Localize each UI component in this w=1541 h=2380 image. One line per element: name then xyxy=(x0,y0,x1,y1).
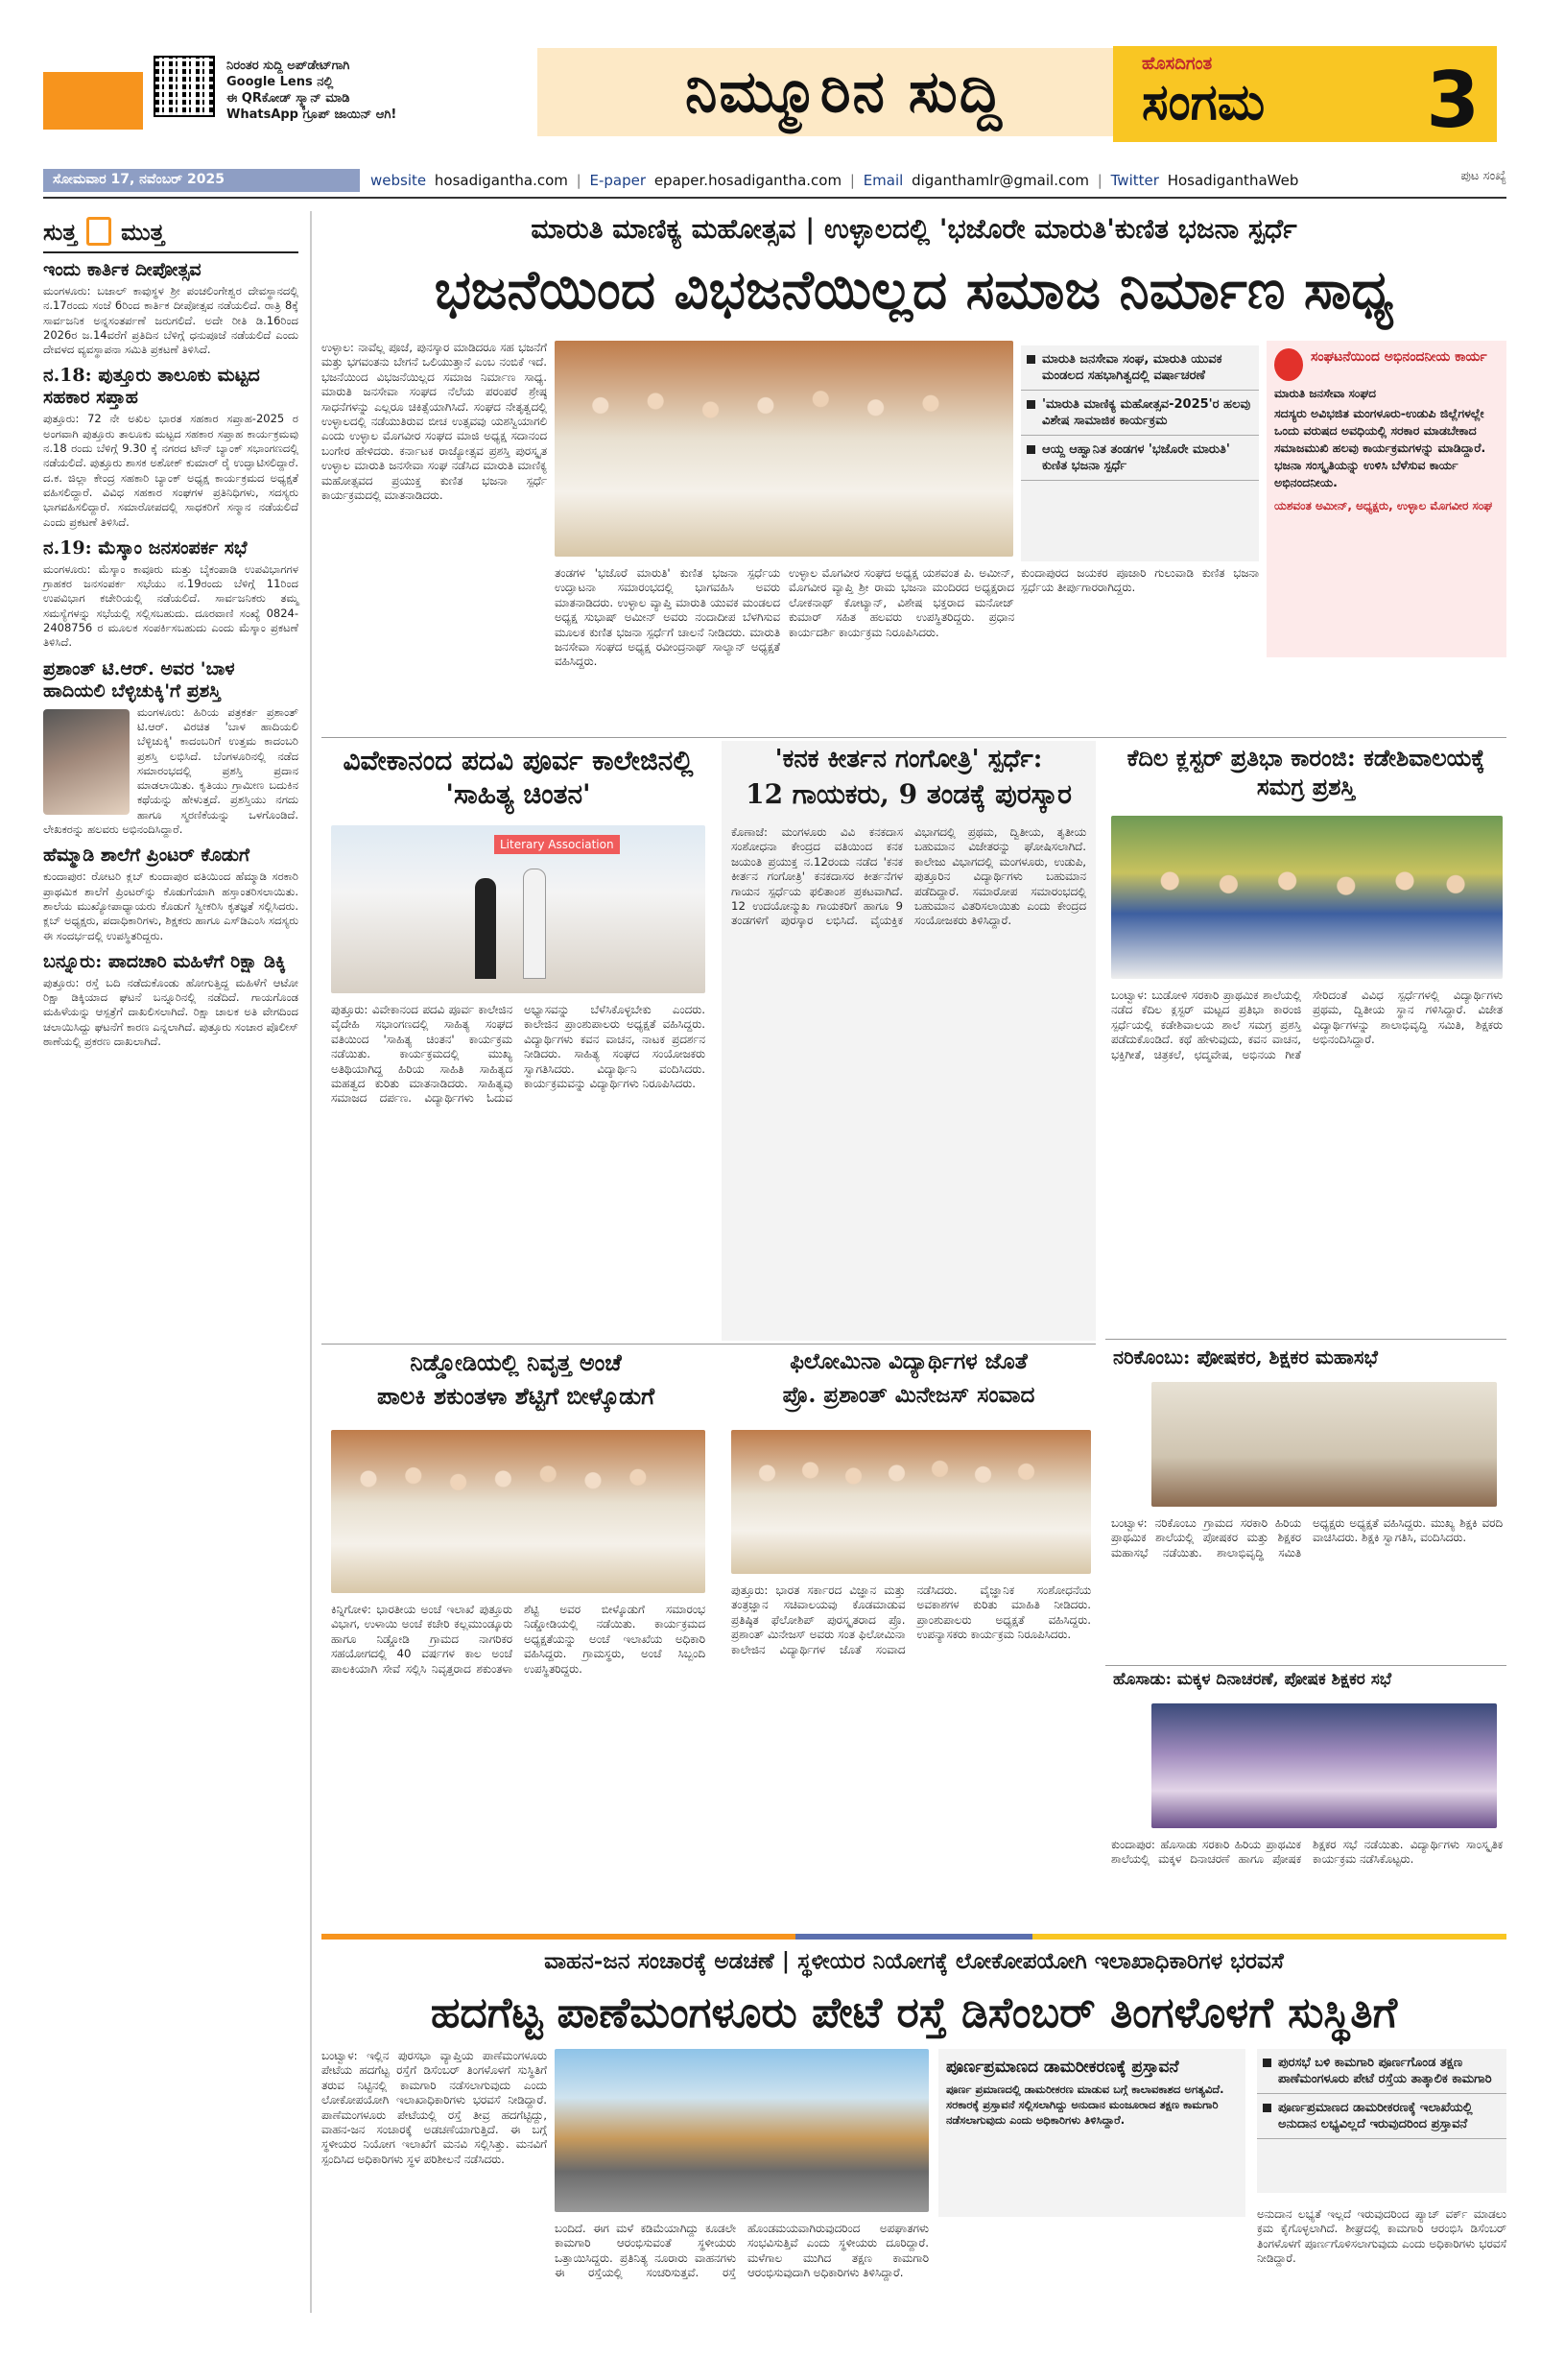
sidebar-item-body: ಕುಂದಾಪುರ: ರೋಟರಿ ಕ್ಲಬ್ ಕುಂದಾಪುರ ವತಿಯಿಂದ ಹೆಮ್ಮಾಡಿ ಸರಕಾರಿ ಪ್ರಾಥಮಿಕ ಶಾಲೆಗೆ ಪ್ರಿಂಟರ್‌ನ್ನು ಕೊಡುಗೆಯಾಗಿ ಹಸ್ತಾಂತರಿಸಲಾಯಿತು. ಶಾಲೆಯ ಮುಖ್ಯೋಪಾಧ್ಯಾಯರು ಕೊಡುಗೆ ಸ್ವೀಕರಿಸಿ ಕೃತಜ್ಞತೆ ಸಲ್ಲಿಸಿದರು. ಕ್ಲಬ್ ಅಧ್ಯಕ್ಷರು, ಪದಾಧಿಕಾರಿಗಳು, ಶಿಕ್ಷಕರು ಹಾಗೂ ಎಸ್‌ಡಿಎಂಸಿ ಸದಸ್ಯರು ಈ ಸಂದರ್ಭದಲ್ಲಿ ಉಪಸ್ಥಿತರಿದ್ದರು. xyxy=(43,869,298,942)
story4-title: ಕೆದಿಲ ಕ್ಲಸ್ಟರ್ ಪ್ರತಿಭಾ ಕಾರಂಜಿ: ಕಡೇಶಿವಾಲಯಕ್ಕೆ ಸಮಗ್ರ ಪ್ರಶಸ್ತಿ xyxy=(1126,744,1485,800)
quote-box-body: ಸದಸ್ಯರು ಅವಿಭಜಿತ ಮಂಗಳೂರು-ಉಡುಪಿ ಜಿಲ್ಲೆಗಳಲ್ಲೇ ಒಂದು ವರುಷದ ಅವಧಿಯಲ್ಲಿ ಸರಕಾರ ಮಾಡಬೇಕಾದ ಸಮಾಜಮುಖಿ ಹಲವು ಕಾರ್ಯಕ್ರಮಗಳನ್ನು ಮಾಡಿದ್ದಾರೆ. ಭಜನಾ ಸಂಸ್ಕೃತಿಯನ್ನು ಉಳಿಸಿ ಬೆಳೆಸುವ ಕಾರ್ಯ ಅಭಿನಂದನೀಯ. xyxy=(1274,406,1486,489)
divider-rule xyxy=(321,737,1506,738)
bullet-item: ಪುರಸಭೆ ಬಳಿ ಕಾಮಗಾರಿ ಪೂರ್ಣಗೊಂಡ ತಕ್ಷಣ ಪಾಣೆಮಂಗಳೂರು ಪೇಟೆ ರಸ್ತೆಯ ತಾತ್ಕಾಲಿಕ ಕಾಮಗಾರಿ xyxy=(1257,2049,1506,2094)
website-label: website xyxy=(370,172,427,189)
figure-silhouette xyxy=(475,878,496,979)
story7-title-2: ಪಾಲಕಿ ಶಕುಂತಳಾ ಶೆಟ್ಟಿಗೆ ಬೀಳ್ಕೊಡುಗೆ xyxy=(376,1382,655,1410)
promo-line: ನಿರಂತರ ಸುದ್ದಿ ಅಪ್‌ಡೇಟ್‌ಗಾಗಿ xyxy=(226,59,350,73)
story4-group-photo xyxy=(1111,816,1503,979)
sidebar-item xyxy=(43,658,298,838)
book-icon xyxy=(86,217,111,246)
divider: | xyxy=(1097,172,1102,189)
bottom-body-left: ಬಂಟ್ವಾಳ: ಇಲ್ಲಿನ ಪುರಸಭಾ ವ್ಯಾಪ್ತಿಯ ಪಾಣೆಮಂಗಳೂರು ಪೇಟೆಯ ಹದಗೆಟ್ಟ ರಸ್ತೆಗೆ ಡಿಸೆಂಬರ್ ತಿಂಗಳೊಳಗೆ ಸುಸ್ಥಿತಿಗೆ ತರುವ ನಿಟ್ಟಿನಲ್ಲಿ ಕಾಮಗಾರಿ ನಡೆಸಲಾಗುವುದು ಎಂದು ಲೋಕೋಪಯೋಗಿ ಇಲಾಖಾಧಿಕಾರಿಗಳು ಭರವಸೆ ನೀಡಿದ್ದಾರೆ. ಪಾಣೆಮಂಗಳೂರು ಪೇಟೆಯಲ್ಲಿ ರಸ್ತೆ ತೀವ್ರ ಹದಗೆಟ್ಟಿದ್ದು, ವಾಹನ-ಜನ ಸಂಚಾರಕ್ಕೆ ಅಡಚಣೆಯಾಗುತ್ತಿದೆ. ಈ ಬಗ್ಗೆ ಸ್ಥಳೀಯರ ನಿಯೋಗ ಇಲಾಖೆಗೆ ಮನವಿ ಸಲ್ಲಿಸಿತ್ತು. ಮನವಿಗೆ ಸ್ಪಂದಿಸಿದ ಅಧಿಕಾರಿಗಳು ಸ್ಥಳ ಪರಿಶೀಲನೆ ನಡೆಸಿದರು. xyxy=(321,2049,547,2166)
story2-body: ಪುತ್ತೂರು: ವಿವೇಕಾನಂದ ಪದವಿ ಪೂರ್ವ ಕಾಲೇಜಿನ ವೈದೇಹಿ ಸಭಾಂಗಣದಲ್ಲಿ ಸಾಹಿತ್ಯ ಸಂಘದ ವತಿಯಿಂದ 'ಸಾಹಿತ್ಯ ಚಿಂತನ' ಕಾರ್ಯಕ್ರಮ ನಡೆಯಿತು. ಕಾರ್ಯಕ್ರಮದಲ್ಲಿ ಮುಖ್ಯ ಅತಿಥಿಯಾಗಿದ್ದ ಹಿರಿಯ ಸಾಹಿತಿ ಸಾಹಿತ್ಯದ ಮಹತ್ವದ ಕುರಿತು ಮಾತನಾಡಿದರು. ಸಾಹಿತ್ಯವು ಸಮಾಜದ ದರ್ಪಣ. ವಿದ್ಯಾರ್ಥಿಗಳು ಓದುವ ಅಭ್ಯಾಸವನ್ನು ಬೆಳೆಸಿಕೊಳ್ಳಬೇಕು ಎಂದರು. ಕಾಲೇಜಿನ ಪ್ರಾಂಶುಪಾಲರು ಅಧ್ಯಕ್ಷತೆ ವಹಿಸಿದ್ದರು. ವಿದ್ಯಾರ್ಥಿಗಳು ಕವನ ವಾಚನ, ನಾಟಕ ಪ್ರದರ್ಶನ ನೀಡಿದರು. ಸಾಹಿತ್ಯ ಸಂಘದ ಸಂಯೋಜಕರು ಸ್ವಾಗತಿಸಿದರು. ವಿದ್ಯಾರ್ಥಿನಿ ವಂದಿಸಿದರು. ಕಾರ್ಯಕ್ರಮವನ್ನು ವಿದ್ಯಾರ್ಥಿಗಳು ನಿರೂಪಿಸಿದರು. xyxy=(331,1003,705,1106)
quote-box-sub: ಮಾರುತಿ ಜನಸೇವಾ ಸಂಘದ xyxy=(1274,387,1376,400)
bottom-bullet-box xyxy=(1257,2049,1506,2193)
lead-tail-text: ಕುಂದಾಪುರದ ಜಯಕರ ಪೂಜಾರಿ ಗುಲುವಾಡಿ ಕುಣಿತ ಭಜನಾ ಸ್ಪರ್ಧೆಯ ತೀರ್ಪುಗಾರರಾಗಿದ್ದರು. xyxy=(1021,566,1259,595)
story5-body: ಬಂಟ್ವಾಳ: ನರಿಕೊಂಬು ಗ್ರಾಮದ ಸರಕಾರಿ ಹಿರಿಯ ಪ್ರಾಥಮಿಕ ಶಾಲೆಯಲ್ಲಿ ಪೋಷಕರ ಮತ್ತು ಶಿಕ್ಷಕರ ಮಹಾಸಭೆ ನಡೆಯಿತು. ಶಾಲಾಭಿವೃದ್ಧಿ ಸಮಿತಿ ಅಧ್ಯಕ್ಷರು ಅಧ್ಯಕ್ಷತೆ ವಹಿಸಿದ್ದರು. ಮುಖ್ಯ ಶಿಕ್ಷಕಿ ವರದಿ ವಾಚಿಸಿದರು. ಶಿಕ್ಷಕಿ ಸ್ವಾಗತಿಸಿ, ವಂದಿಸಿದರು. xyxy=(1111,1516,1503,1559)
masthead-title: ನಿಮ್ಮೂರಿನ ಸುದ್ದಿ xyxy=(537,48,1151,136)
figure-silhouette xyxy=(523,869,546,979)
sidebar-item xyxy=(43,365,298,529)
sidebar-item-title: ಪ್ರಶಾಂತ್ ಟಿ.ಆರ್. ಅವರ 'ಬಾಳ ಹಾದಿಯಲಿ ಬೆಳ್ಳಿಚುಕ್ಕಿ'ಗೆ ಪ್ರಶಸ್ತಿ xyxy=(43,657,235,702)
quote-icon xyxy=(1274,348,1303,381)
story7-title-1: ನಿಡ್ಡೋಡಿಯಲ್ಲಿ ನಿವೃತ್ತ ಅಂಚೆ xyxy=(410,1348,622,1376)
website-link[interactable]: hosadigantha.com xyxy=(434,172,568,189)
email-link[interactable]: diganthamlr@gmail.com xyxy=(912,172,1089,189)
photo-banner-text: Literary Association xyxy=(494,835,620,854)
story3-title-2: 12 ಗಾಯಕರು, 9 ತಂಡಕ್ಕೆ ಪುರಸ್ಕಾರ xyxy=(746,778,1072,810)
masthead-rule xyxy=(43,197,1506,199)
story3-body: ಕೊಣಾಜೆ: ಮಂಗಳೂರು ವಿವಿ ಕನಕದಾಸ ಸಂಶೋಧನಾ ಕೇಂದ್ರದ ವತಿಯಿಂದ ಕನಕ ಜಯಂತಿ ಪ್ರಯುಕ್ತ ನ.12ರಂದು ನಡೆದ 'ಕನಕ ಕೀರ್ತನ ಗಂಗೋತ್ರಿ' ಕನಕದಾಸರ ಕೀರ್ತನೆಗಳ ಗಾಯನ ಸ್ಪರ್ಧೆಯ ಫಲಿತಾಂಶ ಪ್ರಕಟವಾಗಿದೆ. 12 ಉದಯೋನ್ಮುಖ ಗಾಯಕರಿಗೆ ಹಾಗೂ 9 ತಂಡಗಳಿಗೆ ಪುರಸ್ಕಾರ ಲಭಿಸಿದೆ. ವೈಯಕ್ತಿಕ ವಿಭಾಗದಲ್ಲಿ ಪ್ರಥಮ, ದ್ವಿತೀಯ, ತೃತೀಯ ಬಹುಮಾನ ವಿಜೇತರನ್ನು ಘೋಷಿಸಲಾಗಿದೆ. ಕಾಲೇಜು ವಿಭಾಗದಲ್ಲಿ ಮಂಗಳೂರು, ಉಡುಪಿ, ಪುತ್ತೂರಿನ ವಿದ್ಯಾರ್ಥಿಗಳು ಬಹುಮಾನ ಪಡೆದಿದ್ದಾರೆ. ಸಮಾರೋಪ ಸಮಾರಂಭದಲ್ಲಿ ಬಹುಮಾನ ವಿತರಿಸಲಾಯಿತು ಎಂದು ಕೇಂದ್ರದ ಸಂಯೋಜಕರು ತಿಳಿಸಿದ್ದಾರೆ. xyxy=(731,825,1086,928)
sidebar-item-title: ಇಂದು ಕಾರ್ತಿಕ ದೀಪೋತ್ಸವ xyxy=(43,259,202,280)
quote-box-byline: ಯಶವಂತ ಅಮೀನ್, ಅಧ್ಯಕ್ಷರು, ಉಳ್ಳಾಲ ಮೊಗವೀರ ಸಂಘ xyxy=(1274,499,1493,512)
brand-small: ಹೊಸದಿಗಂತ xyxy=(1142,54,1213,74)
lead-body-right: ಉಳ್ಳಾಲ ಮೊಗವೀರ ಸಂಘದ ಅಧ್ಯಕ್ಷ ಯಶವಂತ ಪಿ. ಅಮೀನ್, ಮೊಗವೀರ ವ್ಯಾಪ್ತಿ ಶ್ರೀ ರಾಮ ಭಜನಾ ಮಂದಿರದ ಅಧ್ಯಕ್ಷರಾದ ಲೋಕನಾಥ್ ಕೋಟ್ಯಾನ್, ವಿಶೇಷ ಭಕ್ತರಾದ ಮನೋಜ್ ಕುಮಾರ್ ಸಹಿತ ಹಲವರು ಉಪಸ್ಥಿತರಿದ್ದರು. ಪ್ರಧಾನ ಕಾರ್ಯದರ್ಶಿ ಕಾರ್ಯಕ್ರಮ ನಿರೂಪಿಸಿದರು. xyxy=(789,566,1014,639)
lead-body-left: ಉಳ್ಳಾಲ: ನಾವೆಲ್ಲ ಪೂಜೆ, ಪುನಸ್ಕಾರ ಮಾಡಿದರೂ ಸಹ ಭಜನೆಗೆ ಮತ್ತು ಭಗವಂತನು ಬೇಗನೆ ಒಲಿಯುತ್ತಾನೆ ಎಂಬ ನಂಬಿಕೆ ಇದೆ. ಭಜನೆಯಿಂದ ವಿಭಜನೆಯಿಲ್ಲದ ಸಮಾಜ ನಿರ್ಮಾಣ ಸಾಧ್ಯ. ಮಾರುತಿ ಜನಸೇವಾ ಸಂಘದ ನೆಲೆಯ ಪರಂಪರೆ ಶ್ರೇಷ್ಠ ಸಾಧನೆಗಳನ್ನು ಎಲ್ಲರೂ ಚಿಕಿತ್ಸೆಯಾಗಿಸಿದೆ. ಸಂಘದ ನೇತೃತ್ವದಲ್ಲಿ ಉಳ್ಳಾಲದಲ್ಲಿ ನಡೆಯುತಿರುವ ಬೀಚ ಉತ್ಸವವು ಯಶಸ್ವಿಯಾಗಲಿ ಎಂದು ಉಳ್ಳಾಲ ಮೊಗವೀರ ಸಂಘದ ಮಾಜಿ ಅಧ್ಯಕ್ಷ ಸದಾನಂದ ಬಂಗೇರ ಹೇಳಿದರು. ಕರ್ನಾಟಕ ರಾಜ್ಯೋತ್ಸವ ಪ್ರಶಸ್ತಿ ಪುರಸ್ಕೃತ ಉಳ್ಳಾಲ ಮಾರುತಿ ಜನಸೇವಾ ಸಂಘ ನಡೆಸಿದ ಮಾರುತಿ ಮಾಣಿಕ್ಯ ಮಹೋತ್ಸವದ ಪ್ರಯುಕ್ತ ಕುಣಿತ ಭಜನಾ ಸ್ಪರ್ಧೆ ಕಾರ್ಯಕ್ರಮದಲ್ಲಿ ಮಾತನಾಡಿದರು. xyxy=(321,341,547,503)
lead-tail-column xyxy=(1021,566,1259,729)
bottom-street-photo xyxy=(555,2049,929,2212)
sidebar-item xyxy=(43,845,298,942)
sidebar-heading xyxy=(43,211,298,253)
email-label: Email xyxy=(863,172,904,189)
sidebar-item xyxy=(43,951,298,1049)
bullet-item: ಪೂರ್ಣಪ್ರಮಾಣದ ಡಾಮರೀಕರಣಕ್ಕೆ ಇಲಾಖೆಯಲ್ಲಿ ಅನುದಾನ ಲಭ್ಯವಿಲ್ಲದೆ ಇರುವುದರಿಂದ ಪ್ರಸ್ತಾವನೆ xyxy=(1257,2094,1506,2139)
sidebar-item-body: ಮಂಗಳೂರು: ಬಜಾಲ್ ಕಾವುಸ್ಥಳ ಶ್ರೀ ಪಂಚಲಿಂಗೇಶ್ವರ ದೇವಸ್ಥಾನದಲ್ಲಿ ನ.17ರಂದು ಸಂಜೆ 6ರಿಂದ ಕಾರ್ತಿಕ ದೀಪೋತ್ಸವ ನಡೆಯಲಿದೆ. ರಾತ್ರಿ 8ಕ್ಕೆ ಸಾರ್ವಜನಿಕ ಅನ್ನಸಂತರ್ಪಣೆ ಜರುಗಲಿದೆ. ಅದೇ ರೀತಿ ಡಿ.16ರಿಂದ 2026ರ ಜ.14ವರೆಗೆ ಪ್ರತಿದಿನ ಬೆಳಿಗ್ಗೆ ಧನುಪೂಜೆ ನಡೆಯಲಿದೆ ಎಂದು ದೇವಳದ ವ್ಯವಸ್ಥಾಪನಾ ಸಮಿತಿ ಪ್ರಕಟಣೆ ತಿಳಿಸಿದೆ. xyxy=(43,284,298,357)
author-portrait-photo xyxy=(43,709,130,815)
story8-body: ಪುತ್ತೂರು: ಭಾರತ ಸರ್ಕಾರದ ವಿಜ್ಞಾನ ಮತ್ತು ತಂತ್ರಜ್ಞಾನ ಸಚಿವಾಲಯವು ಕೊಡಮಾಡುವ ಪ್ರತಿಷ್ಠಿತ ಫೆಲೋಶಿಪ್ ಪುರಸ್ಕೃತರಾದ ಪ್ರೊ. ಪ್ರಶಾಂತ್ ಮಿನೇಜಸ್ ಅವರು ಸಂತ ಫಿಲೋಮಿನಾ ಕಾಲೇಜಿನ ವಿದ್ಯಾರ್ಥಿಗಳ ಜೊತೆ ಸಂವಾದ ನಡೆಸಿದರು. ವೈಜ್ಞಾನಿಕ ಸಂಶೋಧನೆಯ ಅವಕಾಶಗಳ ಕುರಿತು ಮಾಹಿತಿ ನೀಡಿದರು. ಪ್ರಾಂಶುಪಾಲರು ಅಧ್ಯಕ್ಷತೆ ವಹಿಸಿದ್ದರು. ಉಪನ್ಯಾಸಕರು ಕಾರ್ಯಕ್ರಮ ನಿರೂಪಿಸಿದರು. xyxy=(731,1583,1091,1656)
story8-photo xyxy=(731,1430,1091,1574)
story8-title-1: ಫಿಲೋಮಿನಾ ವಿದ್ಯಾರ್ಥಿಗಳ ಜೊತೆ xyxy=(790,1348,1028,1374)
bottom-headline: ಹದಗೆಟ್ಟ ಪಾಣೆಮಂಗಳೂರು ಪೇಟೆ ರಸ್ತೆ ಡಿಸೆಂಬರ್ ತಿಂಗಳೊಳಗೆ ಸುಸ್ಥಿತಿಗೆ xyxy=(430,1988,1398,2037)
bullet-item: ಮಾರುತಿ ಜನಸೇವಾ ಸಂಘ, ಮಾರುತಿ ಯುವಕ ಮಂಡಲದ ಸಹಭಾಗಿತ್ವದಲ್ಲಿ ವರ್ಷಾಚರಣೆ xyxy=(1021,345,1259,391)
sidebar-item-body: ಪುತ್ತೂರು: ರಸ್ತೆ ಬದಿ ನಡೆದುಕೊಂಡು ಹೋಗುತ್ತಿದ್ದ ಮಹಿಳೆಗೆ ಆಟೋ ರಿಕ್ಷಾ ಡಿಕ್ಕಿಯಾದ ಘಟನೆ ಬನ್ನೂರಿನಲ್ಲಿ ನಡೆದಿದೆ. ಗಾಯಗೊಂಡ ಮಹಿಳೆಯನ್ನು ಆಸ್ಪತ್ರೆಗೆ ದಾಖಲಿಸಲಾಗಿದೆ. ರಿಕ್ಷಾ ಚಾಲಕ ಅತಿ ವೇಗದಿಂದ ಚಲಾಯಿಸಿದ್ದು ಘಟನೆಗೆ ಕಾರಣ ಎನ್ನಲಾಗಿದೆ. ಪುತ್ತೂರು ಸಂಚಾರ ಪೊಲೀಸ್ ಠಾಣೆಯಲ್ಲಿ ಪ್ರಕರಣ ದಾಖಲಾಗಿದೆ. xyxy=(43,975,298,1048)
links-bar xyxy=(365,169,1406,192)
sidebar-column xyxy=(43,211,312,2313)
divider-rule xyxy=(1105,1339,1506,1340)
sidebar-item-body: ಮಂಗಳೂರು: ಮೆಸ್ಕಾಂ ಕಾವೂರು ಮತ್ತು ಬೈಕಂಪಾಡಿ ಉಪವಿಭಾಗಗಳ ಗ್ರಾಹಕರ ಜನಸಂಪರ್ಕ ಸಭೆಯು ನ.19ರಂದು ಬೆಳಿಗ್ಗೆ 11ರಿಂದ ಉಪವಿಭಾಗ ಕಚೇರಿಯಲ್ಲಿ ನಡೆಯಲಿದೆ. ಸಾರ್ವಜನಿಕರು ತಮ್ಮ ಸಮಸ್ಯೆಗಳನ್ನು ಸಭೆಯಲ್ಲಿ ಸಲ್ಲಿಸಬಹುದು. ದೂರವಾಣಿ ಸಂಖ್ಯೆ 0824-2408756 ರ ಮೂಲಕ ಸಂಪರ್ಕಿಸಬಹುದು ಎಂದು ಮೆಸ್ಕಾಂ ಪ್ರಕಟಣೆ ತಿಳಿಸಿದೆ. xyxy=(43,561,298,650)
page-label: ಪುಟ ಸಂಖ್ಯೆ xyxy=(1460,169,1506,183)
story6-title: ಹೊಸಾಡು: ಮಕ್ಕಳ ದಿನಾಚರಣೆ, ಪೋಷಕ ಶಿಕ್ಷಕರ ಸಭೆ xyxy=(1113,1670,1392,1689)
promo-line: Google Lens ನಲ್ಲಿ xyxy=(226,75,334,89)
story3-title-1: 'ಕನಕ ಕೀರ್ತನ ಗಂಗೋತ್ರಿ' ಸ್ಪರ್ಧೆ: xyxy=(774,745,1043,774)
lead-quote-box xyxy=(1267,341,1506,657)
story5-title: ನರಿಕೊಂಬು: ಪೋಷಕರ, ಶಿಕ್ಷಕರ ಮಹಾಸಭೆ xyxy=(1113,1345,1378,1368)
lead-group-photo xyxy=(555,341,1013,557)
epaper-link[interactable]: epaper.hosadigantha.com xyxy=(653,172,842,189)
story7-photo xyxy=(331,1430,705,1593)
sidebar-item-title: ನ.19: ಮೆಸ್ಕಾಂ ಜನಸಂಪರ್ಕ ಸಭೆ xyxy=(43,536,248,559)
brand-big: ಸಂಗಮ xyxy=(1142,73,1266,131)
story7-body: ಕಿನ್ನಿಗೋಳಿ: ಭಾರತೀಯ ಅಂಚೆ ಇಲಾಖೆ ಪುತ್ತೂರು ವಿಭಾಗ, ಉಳಾಯಿ ಅಂಚೆ ಕಚೇರಿ ಕಲ್ಲಮುಂಡ್ಕೂರು ಹಾಗೂ ನಿಡ್ಡೋಡಿ ಗ್ರಾಮದ ನಾಗರಿಕರ ಸಹಯೋಗದಲ್ಲಿ 40 ವರ್ಷಗಳ ಕಾಲ ಅಂಚೆ ಪಾಲಕಿಯಾಗಿ ಸೇವೆ ಸಲ್ಲಿಸಿ ನಿವೃತ್ತರಾದ ಶಕುಂತಳಾ ಶೆಟ್ಟಿ ಅವರ ಬೀಳ್ಕೊಡುಗೆ ಸಮಾರಂಭ ನಿಡ್ಡೋಡಿಯಲ್ಲಿ ನಡೆಯಿತು. ಕಾರ್ಯಕ್ರಮದ ಅಧ್ಯಕ್ಷತೆಯನ್ನು ಅಂಚೆ ಇಲಾಖೆಯ ಅಧಿಕಾರಿ ವಹಿಸಿದ್ದರು. ಗ್ರಾಮಸ್ಥರು, ಅಂಚೆ ಸಿಬ್ಬಂದಿ ಉಪಸ್ಥಿತರಿದ್ದರು. xyxy=(331,1603,705,1676)
twitter-link[interactable]: HosadiganthaWeb xyxy=(1167,172,1299,189)
lead-body-mid: ತಂಡಗಳ 'ಭಜೊರೆ ಮಾರುತಿ' ಕುಣಿತ ಭಜನಾ ಸ್ಪರ್ಧೆಯ ಉದ್ಘಾಟನಾ ಸಮಾರಂಭದಲ್ಲಿ ಭಾಗವಹಿಸಿ ಅವರು ಮಾತನಾಡಿದರು. ಉಳ್ಳಾಲ ವ್ಯಾಪ್ತಿ ಮಾರುತಿ ಯುವಕ ಮಂಡಲದ ಅಧ್ಯಕ್ಷ ಸುಭಾಷ್ ಅಮೀನ್ ಅವರು ನಂದಾದೀಪ ಬೆಳಗಿಸುವ ಮೂಲಕ ಕುಣಿತ ಭಜನಾ ಸ್ಪರ್ಧೆಗೆ ಚಾಲನೆ ನೀಡಿದರು. ಮಾರುತಿ ಜನಸೇವಾ ಸಂಘದ ಅಧ್ಯಕ್ಷ ರವೀಂದ್ರನಾಥ್ ಸಾಲ್ಯಾನ್ ಅಧ್ಯಕ್ಷತೆ ವಹಿಸಿದ್ದರು. xyxy=(555,566,780,669)
dateline: ಸೋಮವಾರ 17, ನವೆಂಬರ್ 2025 xyxy=(43,169,360,192)
sidebar-item xyxy=(43,259,298,357)
divider: | xyxy=(849,172,855,189)
twitter-label: Twitter xyxy=(1110,172,1159,189)
sidebar-item-title: ಬನ್ನೂರು: ಪಾದಚಾರಿ ಮಹಿಳೆಗೆ ರಿಕ್ಷಾ ಡಿಕ್ಕಿ xyxy=(43,950,286,972)
bullet-item: 'ಮಾರುತಿ ಮಾಣಿಕ್ಯ ಮಹೋತ್ಸವ-2025'ರ ಹಲವು ವಿಶೇಷ ಸಾಮಾಜಿಕ ಕಾರ್ಯಕ್ರಮ xyxy=(1021,391,1259,436)
quote-box-title: ಸಂಘಟನೆಯಿಂದ ಅಭಿನಂದನೀಯ ಕಾರ್ಯ xyxy=(1311,349,1487,365)
promo-line: ಈ QRಕೋಡ್ ಸ್ಕ್ಯಾನ್ ಮಾಡಿ xyxy=(226,91,350,106)
story6-photo xyxy=(1151,1703,1497,1828)
bottom-side-box xyxy=(938,2049,1245,2217)
divider-rule xyxy=(321,1344,1096,1345)
sidebar-item-body: ಮಂಗಳೂರು: ಹಿರಿಯ ಪತ್ರಕರ್ತ ಪ್ರಶಾಂತ್ ಟಿ.ಆರ್. ವಿರಚಿತ 'ಬಾಳ ಹಾದಿಯಲಿ ಬೆಳ್ಳಿಚುಕ್ಕಿ' ಕಾದಂಬರಿಗೆ ಉತ್ತಮ ಕಾದಂಬರಿ ಪ್ರಶಸ್ತಿ ಲಭಿಸಿದೆ. ಬೆಂಗಳೂರಿನಲ್ಲಿ ನಡೆದ ಸಮಾರಂಭದಲ್ಲಿ ಪ್ರಶಸ್ತಿ ಪ್ರದಾನ ಮಾಡಲಾಯಿತು. ಕೃತಿಯು ಗ್ರಾಮೀಣ ಬದುಕಿನ ಕಥೆಯನ್ನು ಹೇಳುತ್ತದೆ. ಪ್ರಶಸ್ತಿಯು ನಗದು ಹಾಗೂ ಸ್ಮರಣಿಕೆಯನ್ನು ಒಳಗೊಂಡಿದೆ. ಲೇಖಕರನ್ನು ಹಲವರು ಅಭಿನಂದಿಸಿದ್ದಾರೆ. xyxy=(43,704,298,837)
bottom-kicker: ವಾಹನ-ಜನ ಸಂಚಾರಕ್ಕೆ ಅಡಚಣೆ | ಸ್ಥಳೀಯರ ನಿಯೋಗಕ್ಕೆ ಲೋಕೋಪಯೋಗಿ ಇಲಾಖಾಧಿಕಾರಿಗಳ ಭರವಸೆ xyxy=(544,1948,1284,1974)
qr-promo-text xyxy=(226,58,476,123)
sidebar-item-title: ನ.18: ಪುತ್ತೂರು ತಾಲೂಕು ಮಟ್ಟದ ಸಹಕಾರ ಸಪ್ತಾಹ xyxy=(43,365,260,409)
sidebar-heading-left: ಸುತ್ತ xyxy=(43,217,78,246)
qr-code-icon[interactable] xyxy=(154,56,215,117)
story8-title-2: ಪ್ರೊ. ಪ್ರಶಾಂತ್ ಮಿನೇಜಸ್ ಸಂವಾದ xyxy=(782,1382,1035,1408)
sidebar-heading-right: ಮುತ್ತ xyxy=(121,217,165,246)
lead-headline: ಭಜನೆಯಿಂದ ವಿಭಜನೆಯಿಲ್ಲದ ಸಮಾಜ ನಿರ್ಮಾಣ ಸಾಧ್ಯ xyxy=(434,258,1394,321)
lead-bullet-box xyxy=(1021,345,1259,561)
story2-title: ವಿವೇಕಾನಂದ ಪದವಿ ಪೂರ್ವ ಕಾಲೇಜಿನಲ್ಲಿ 'ಸಾಹಿತ್ಯ ಚಿಂತನ' xyxy=(343,745,694,810)
sidebar-item xyxy=(43,537,298,651)
promo-line: WhatsApp ಗ್ರೂಪ್ ಜಾಯಿನ್ ಆಗಿ! xyxy=(226,107,397,122)
side-box-body: ಪೂರ್ಣ ಪ್ರಮಾಣದಲ್ಲಿ ಡಾಮರೀಕರಣ ಮಾಡುವ ಬಗ್ಗೆ ಕಾಲಾವಕಾಶದ ಅಗತ್ಯವಿದೆ. ಸರಕಾರಕ್ಕೆ ಪ್ರಸ್ತಾವನೆ ಸಲ್ಲಿಸಲಾಗಿದ್ದು ಅನುದಾನ ಮಂಜೂರಾದ ತಕ್ಷಣ ಕಾಮಗಾರಿ ನಡೆಸಲಾಗುವುದು ಎಂದು ಅಧಿಕಾರಿಗಳು ತಿಳಿಸಿದ್ದಾರೆ. xyxy=(946,2082,1224,2127)
story2-photo xyxy=(331,825,705,993)
sidebar-item-title: ಹೆಮ್ಮಾಡಿ ಶಾಲೆಗೆ ಪ್ರಿಂಟರ್ ಕೊಡುಗೆ xyxy=(43,845,249,867)
side-box-title: ಪೂರ್ಣಪ್ರಮಾಣದ ಡಾಮರೀಕರಣಕ್ಕೆ ಪ್ರಸ್ತಾವನೆ xyxy=(946,2058,1179,2077)
story5-photo xyxy=(1151,1382,1497,1507)
bottom-body-mid: ಬಂದಿದೆ. ಈಗ ಮಳೆ ಕಡಿಮೆಯಾಗಿದ್ದು ಕೂಡಲೇ ಕಾಮಗಾರಿ ಆರಂಭಿಸುವಂತೆ ಸ್ಥಳೀಯರು ಒತ್ತಾಯಿಸಿದ್ದರು. ಪ್ರತಿನಿತ್ಯ ನೂರಾರು ವಾಹನಗಳು ಈ ರಸ್ತೆಯಲ್ಲಿ ಸಂಚರಿಸುತ್ತವೆ. ರಸ್ತೆ ಹೊಂಡಮಯವಾಗಿರುವುದರಿಂದ ಅಪಘಾತಗಳು ಸಂಭವಿಸುತ್ತಿವೆ ಎಂದು ಸ್ಥಳೀಯರು ದೂರಿದ್ದಾರೆ. ಮಳೆಗಾಲ ಮುಗಿದ ತಕ್ಷಣ ಕಾಮಗಾರಿ ಆರಂಭಿಸುವುದಾಗಿ ಅಧಿಕಾರಿಗಳು ತಿಳಿಸಿದ್ದಾರೆ. xyxy=(555,2222,929,2280)
bullet-item: ಆಯ್ದ ಆಹ್ವಾನಿತ ತಂಡಗಳ 'ಭಜೊರೇ ಮಾರುತಿ' ಕುಣಿತ ಭಜನಾ ಸ್ಪರ್ಧೆ xyxy=(1021,436,1259,481)
sidebar-item-body: ಪುತ್ತೂರು: 72 ನೇ ಅಖಿಲ ಭಾರತ ಸಹಕಾರ ಸಪ್ತಾಹ-2025 ರ ಅಂಗವಾಗಿ ಪುತ್ತೂರು ತಾಲೂಕು ಮಟ್ಟದ ಸಹಕಾರ ಸಪ್ತಾಹ ಕಾರ್ಯಕ್ರಮವು ನ.18 ರಂದು ಬೆಳಿಗ್ಗೆ 9.30 ಕ್ಕೆ ನಗರದ ಟೌನ್ ಬ್ಯಾಂಕ್ ಸಭಾಂಗಣದಲ್ಲಿ ನಡೆಯಲಿದೆ. ಪುತ್ತೂರು ಶಾಸಕ ಅಶೋಕ್ ಕುಮಾರ್ ರೈ ಉದ್ಘಾಟಿಸಲಿದ್ದಾರೆ. ದ.ಕ. ಜಿಲ್ಲಾ ಕೇಂದ್ರ ಸಹಕಾರಿ ಬ್ಯಾಂಕ್ ಅಧ್ಯಕ್ಷ ಕಾರ್ಯಕ್ರಮದ ಅಧ್ಯಕ್ಷತೆ ವಹಿಸಲಿದ್ದಾರೆ. ವಿವಿಧ ಸಹಕಾರ ಸಂಘಗಳ ಪ್ರತಿನಿಧಿಗಳು, ಸದಸ್ಯರು ಭಾಗವಹಿಸಲಿದ್ದಾರೆ. ಸಮಾರೋಪದಲ್ಲಿ ಸಾಧಕರಿಗೆ ಸನ್ಮಾನ ನಡೆಯಲಿದೆ ಎಂದು ಪ್ರಕಟಣೆ ತಿಳಿಸಿದೆ. xyxy=(43,412,298,529)
divider: | xyxy=(576,172,581,189)
section-color-bar xyxy=(321,1934,1506,1940)
page-number: 3 xyxy=(1426,56,1480,145)
lead-kicker: ಮಾರುತಿ ಮಾಣಿಕ್ಯ ಮಹೋತ್ಸವ | ಉಳ್ಳಾಲದಲ್ಲಿ 'ಭಜೊರೇ ಮಾರುತಿ'ಕುಣಿತ ಭಜನಾ ಸ್ಪರ್ಧೆ xyxy=(531,213,1297,245)
story6-body: ಕುಂದಾಪುರ: ಹೊಸಾಡು ಸರಕಾರಿ ಹಿರಿಯ ಪ್ರಾಥಮಿಕ ಶಾಲೆಯಲ್ಲಿ ಮಕ್ಕಳ ದಿನಾಚರಣೆ ಹಾಗೂ ಪೋಷಕ ಶಿಕ್ಷಕರ ಸಭೆ ನಡೆಯಿತು. ವಿದ್ಯಾರ್ಥಿಗಳು ಸಾಂಸ್ಕೃತಿಕ ಕಾರ್ಯಕ್ರಮ ನಡೆಸಿಕೊಟ್ಟರು. xyxy=(1111,1838,1503,1867)
epaper-label: E-paper xyxy=(589,172,647,189)
divider-rule xyxy=(1105,1665,1506,1666)
sangama-brand-block xyxy=(1113,46,1497,145)
story4-body: ಬಂಟ್ವಾಳ: ಬುಡೋಳಿ ಸರಕಾರಿ ಪ್ರಾಥಮಿಕ ಶಾಲೆಯಲ್ಲಿ ನಡೆದ ಕೆದಿಲ ಕ್ಲಸ್ಟರ್ ಮಟ್ಟದ ಪ್ರತಿಭಾ ಕಾರಂಜಿ ಸ್ಪರ್ಧೆಯಲ್ಲಿ ಕಡೇಶಿವಾಲಯ ಶಾಲೆ ಸಮಗ್ರ ಪ್ರಶಸ್ತಿ ಪಡೆದುಕೊಂಡಿದೆ. ಕಥೆ ಹೇಳುವುದು, ಕವನ ವಾಚನ, ಭಕ್ತಿಗೀತೆ, ಚಿತ್ರಕಲೆ, ಛದ್ಮವೇಷ, ಅಭಿನಯ ಗೀತೆ ಸೇರಿದಂತೆ ವಿವಿಧ ಸ್ಪರ್ಧೆಗಳಲ್ಲಿ ವಿದ್ಯಾರ್ಥಿಗಳು ಪ್ರಥಮ, ದ್ವಿತೀಯ ಸ್ಥಾನ ಗಳಿಸಿದ್ದಾರೆ. ವಿಜೇತ ವಿದ್ಯಾರ್ಥಿಗಳನ್ನು ಶಾಲಾಭಿವೃದ್ಧಿ ಸಮಿತಿ, ಶಿಕ್ಷಕರು ಅಭಿನಂದಿಸಿದ್ದಾರೆ. xyxy=(1111,988,1503,1061)
orange-tab-decoration xyxy=(43,72,143,130)
bottom-body-right: ಅನುದಾನ ಲಭ್ಯತೆ ಇಲ್ಲದೆ ಇರುವುದರಿಂದ ಪ್ಯಾಚ್ ವರ್ಕ್ ಮಾಡಲು ಕ್ರಮ ಕೈಗೊಳ್ಳಲಾಗಿದೆ. ಶೀಘ್ರದಲ್ಲಿ ಕಾಮಗಾರಿ ಆರಂಭಿಸಿ ಡಿಸೆಂಬರ್ ತಿಂಗಳೊಳಗೆ ಪೂರ್ಣಗೊಳಿಸಲಾಗುವುದು ಎಂದು ಅಧಿಕಾರಿಗಳು ಭರವಸೆ ನೀಡಿದ್ದಾರೆ. xyxy=(1257,2207,1506,2266)
